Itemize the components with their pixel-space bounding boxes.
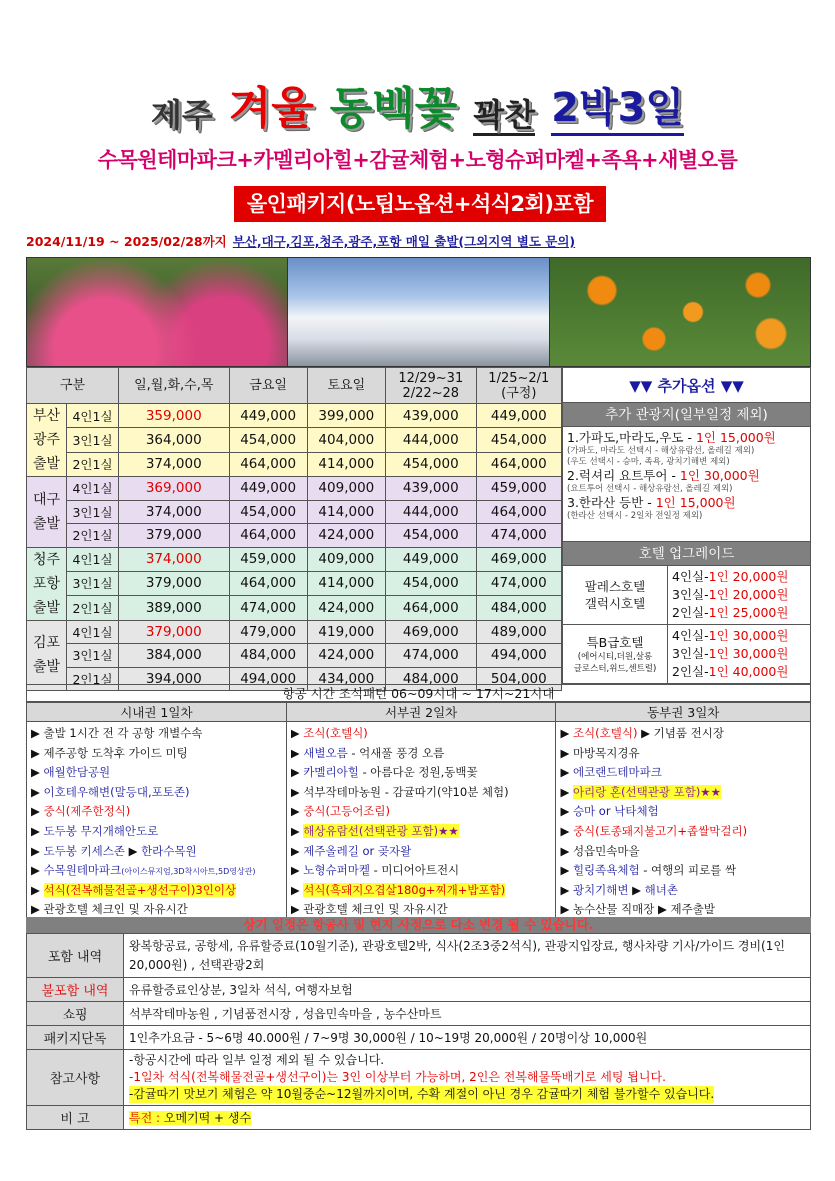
schedule-item (291, 745, 552, 765)
price-cell: 454,000 (385, 524, 476, 548)
bullet-arrow-icon: ▶ (560, 863, 573, 878)
price-cell: 369,000 (119, 477, 230, 501)
exclude-text: 유류할증료인상분, 3일차 석식, 여행자보험 (124, 978, 811, 1002)
schedule-item-text: 도두봉 키세스존 (43, 843, 129, 858)
price-cell: 504,000 (476, 667, 561, 691)
bullet-arrow-icon: ▶ (560, 726, 573, 740)
shopping-text: 석부작테마농원 , 기념품전시장 , 성읍민속마을 , 농수산마트 (124, 1002, 811, 1026)
title-duration: 2박3일 (551, 76, 684, 136)
camellia-path-photo (27, 258, 287, 366)
price-cell: 454,000 (476, 428, 561, 452)
extra-option-price: 1인 15,000원 (655, 495, 736, 510)
hotel-price-line (672, 663, 806, 681)
hotel-name: 특B급호텔 (586, 634, 644, 650)
price-cell: 469,000 (476, 547, 561, 571)
reference-label: 참고사항 (27, 1050, 124, 1106)
hotel-price-line (672, 586, 806, 604)
bullet-arrow-icon: ▶ (290, 863, 304, 878)
schedule-item (291, 764, 552, 784)
bullet-arrow-icon: ▶ (560, 804, 573, 819)
price-room-type: 3인1실 (67, 644, 119, 668)
price-cell: 474,000 (476, 524, 561, 548)
info-table (26, 933, 811, 1130)
schedule-item-text: 석식(흑돼지오겹살180g+찌개+밥포함) (303, 882, 506, 897)
schedule-item (560, 862, 806, 882)
schedule-item-text: ▶ (632, 882, 645, 897)
bullet-arrow-icon: ▶ (560, 823, 573, 838)
bullet-arrow-icon: ▶ (31, 804, 44, 819)
photo-strip (26, 257, 811, 367)
title-winter: 겨울 (228, 83, 314, 134)
schedule-header-day1: 시내권 1일차 (27, 703, 287, 722)
schedule-item-text: 아리랑 혼(선택관광 포함)★★ (572, 784, 721, 799)
price-cell: 439,000 (385, 404, 476, 428)
schedule-item-text: 석식(전복해물전골+생선구이)3인이상 (43, 882, 237, 897)
price-room-type: 2인1실 (67, 667, 119, 691)
exclude-label: 불포함 내역 (27, 978, 124, 1002)
schedule-item-text: 이호테우해변(말등대,포토존) (43, 784, 190, 799)
title-full: 꽉찬 (473, 96, 536, 134)
hotel-names (563, 625, 668, 683)
remark-label: 비 고 (27, 1106, 124, 1130)
price-cell: 449,000 (476, 404, 561, 428)
reference-cell (124, 1050, 811, 1106)
price-header-5: 1/25~2/1 (구정) (476, 368, 561, 404)
schedule-item-text: 힐링족욕체험 (572, 863, 640, 878)
schedule-item (560, 764, 806, 784)
price-room-type: 2인1실 (67, 452, 119, 476)
hotel-room: 3인실- (672, 646, 709, 661)
hotel-amount: 1인 30,000원 (708, 628, 789, 643)
price-cell: 444,000 (385, 500, 476, 524)
price-cell: 474,000 (476, 571, 561, 595)
schedule-item (31, 784, 282, 804)
schedule-item (291, 725, 552, 745)
price-room-type: 4인1실 (67, 547, 119, 571)
schedule-item-text: 해녀촌 (644, 882, 678, 897)
schedule-item-text: (아이스뮤지엄,3D착시아트,5D영상관) (121, 867, 256, 877)
schedule-item (560, 725, 806, 745)
price-room-type: 4인1실 (67, 477, 119, 501)
price-cell: 404,000 (307, 428, 385, 452)
price-cell: 374,000 (119, 452, 230, 476)
schedule-item-text: - 미디어아트전시 (369, 863, 460, 878)
schedule-item (291, 882, 552, 902)
remark-text: 오메기떡 + 생수 (163, 1111, 252, 1125)
price-cell: 434,000 (307, 667, 385, 691)
price-cell: 454,000 (229, 500, 307, 524)
schedule-item-text: 출발 1시간 전 각 공항 개별수속 (43, 726, 203, 740)
schedule-item (291, 784, 552, 804)
price-table (26, 367, 562, 691)
schedule-item-text: 제주올레길 or 곶자왈 (303, 843, 412, 858)
bullet-arrow-icon: ▶ (290, 765, 304, 780)
schedule-item-text: 노형슈퍼마켙 (303, 863, 370, 878)
bullet-arrow-icon: ▶ (560, 902, 573, 917)
itinerary-subtitle: 수목원테마파크+카멜리아힐+감귤체험+노형슈퍼마켙+족욕+새별오름 (97, 148, 738, 172)
schedule-item-text: 관광호텔 체크인 및 자유시간 (43, 902, 188, 917)
remark-benefit-label: 특전 : (129, 1111, 164, 1125)
extra-sights-list (562, 427, 811, 542)
schedule-item (31, 843, 282, 863)
schedule-day2 (286, 722, 556, 925)
hotel-price-line (672, 627, 806, 645)
hotel-room: 2인실- (672, 605, 709, 620)
price-room-type: 3인1실 (67, 500, 119, 524)
bullet-arrow-icon: ▶ (290, 726, 304, 740)
hotel-room: 4인실- (672, 628, 709, 643)
schedule-item (560, 823, 806, 843)
price-cell: 464,000 (229, 452, 307, 476)
price-cell: 454,000 (229, 428, 307, 452)
hotel-names (563, 566, 668, 624)
single-text: 1인추가요금 - 5~6명 40.000원 / 7~9명 30,000원 / 10~19명 20,000원 / 20명이상 10,000원 (124, 1026, 811, 1050)
price-city-2: 청주 포항 출발 (27, 547, 67, 620)
package-banner: 올인패키지(노팁노옵션+석식2회)포함 (234, 186, 606, 222)
schedule-item-text: 중식(토종돼지불고기+좁쌀막걸리) (572, 823, 748, 838)
price-cell: 439,000 (385, 477, 476, 501)
price-cell: 474,000 (229, 596, 307, 620)
price-cell: 409,000 (307, 547, 385, 571)
price-cell: 379,000 (119, 620, 230, 644)
price-cell: 419,000 (307, 620, 385, 644)
hotel-room: 4인실- (672, 569, 709, 584)
single-label: 패키지단독 (27, 1026, 124, 1050)
schedule-item (31, 803, 282, 823)
hotel-room: 2인실- (672, 664, 709, 679)
bullet-arrow-icon: ▶ (31, 823, 44, 838)
schedule-item-text: 한라수목원 (141, 843, 197, 858)
extra-option-3 (567, 495, 806, 511)
bullet-arrow-icon: ▶ (31, 882, 44, 897)
price-cell: 364,000 (119, 428, 230, 452)
include-label: 포함 내역 (27, 934, 124, 978)
bullet-arrow-icon: ▶ (560, 765, 573, 780)
schedule-item-text: 중식(고등어조림) (303, 804, 391, 819)
bullet-arrow-icon: ▶ (290, 823, 304, 838)
date-departure-line (26, 232, 575, 250)
schedule-item (31, 823, 282, 843)
price-cell: 449,000 (229, 404, 307, 428)
extra-sights-title: 추가 관광지(일부일정 제외) (562, 403, 811, 427)
schedule-item (31, 764, 282, 784)
price-cell: 379,000 (119, 524, 230, 548)
price-city-3: 김포 출발 (27, 620, 67, 691)
price-cell: 394,000 (119, 667, 230, 691)
bullet-arrow-icon: ▶ (31, 745, 44, 760)
hotel-prices (668, 625, 810, 683)
price-cell: 464,000 (476, 500, 561, 524)
price-cell: 374,000 (119, 547, 230, 571)
extra-option-name: 3.한라산 등반 - (567, 495, 656, 510)
price-cell: 409,000 (307, 477, 385, 501)
title-jeju: 제주 (150, 96, 213, 134)
price-cell: 464,000 (476, 452, 561, 476)
bullet-arrow-icon: ▶ (31, 902, 44, 917)
schedule-item-text: 수목원테마파크 (43, 863, 122, 878)
hotel-price-line (672, 568, 806, 586)
price-cell: 459,000 (476, 477, 561, 501)
price-header-2: 금요일 (229, 368, 307, 404)
bullet-arrow-icon: ▶ (560, 784, 573, 799)
schedule-item (560, 882, 806, 902)
change-notice: 상기 일정은 항공사 및 현지 사정으로 다소 변경 될 수 있습니다. (26, 917, 811, 933)
date-range: 2024/11/19 ~ 2025/02/28까지 (26, 234, 227, 249)
bullet-arrow-icon: ▶ (31, 843, 44, 858)
schedule-item-text: 새별오름 (303, 745, 348, 760)
price-cell: 454,000 (385, 452, 476, 476)
extra-options-header: ▼▼ 추가옵션 ▼▼ (562, 367, 811, 403)
schedule-item (31, 862, 282, 882)
extra-option-price: 1인 15,000원 (695, 430, 776, 445)
price-cell: 459,000 (229, 547, 307, 571)
price-room-type: 4인1실 (67, 620, 119, 644)
price-cell: 389,000 (119, 596, 230, 620)
hotel-name: 갤럭시호텔 (584, 596, 646, 611)
snow-landscape-photo (287, 258, 549, 366)
price-room-type: 2인1실 (67, 596, 119, 620)
price-cell: 424,000 (307, 596, 385, 620)
schedule-item-text: 조식(호텔식) (572, 726, 638, 740)
price-cell: 479,000 (229, 620, 307, 644)
price-cell: 424,000 (307, 644, 385, 668)
extra-option-note: (우도 선택시 - 승마, 족욕, 광치기해변 제외) (567, 457, 730, 467)
price-header-1: 일,월,화,수,목 (119, 368, 230, 404)
departure-cities: 부산,대구,김포,청주,광주,포항 매일 출발(그외지역 별도 문의) (232, 234, 576, 249)
schedule-item (291, 803, 552, 823)
schedule-item-text: 농수산물 직매장 ▶ 제주출발 (572, 902, 715, 917)
price-cell: 484,000 (229, 644, 307, 668)
bullet-arrow-icon: ▶ (31, 863, 44, 878)
price-header-4: 12/29~31 2/22~28 (385, 368, 476, 404)
price-cell: 494,000 (476, 644, 561, 668)
hotel-amount: 1인 30,000원 (708, 646, 789, 661)
price-cell: 424,000 (307, 524, 385, 548)
schedule-item-text: 도두봉 무지개해안도로 (43, 823, 159, 838)
schedule-item-text: 애월한담공원 (43, 765, 111, 780)
reference-line-3: -감귤따기 맛보기 체험은 약 10월중순~12월까지이며, 수확 계절이 아닌 경우 감귤따기 체험 불가할수 있습니다. (129, 1087, 715, 1101)
price-cell: 414,000 (307, 571, 385, 595)
bullet-arrow-icon: ▶ (560, 745, 573, 760)
bullet-arrow-icon: ▶ (290, 843, 304, 858)
hotel-amount: 1인 40,000원 (708, 664, 789, 679)
schedule-item-text: 중식(제주한정식) (43, 804, 131, 819)
bullet-arrow-icon: ▶ (560, 843, 573, 858)
price-cell: 484,000 (385, 667, 476, 691)
bullet-arrow-icon: ▶ (290, 882, 304, 897)
schedule-item-text: - 억새풀 풍경 오름 (347, 745, 445, 760)
reference-line-1: -항공시간에 따라 일부 일정 제외 될 수 있습니다. (129, 1053, 385, 1067)
hotel-name: (에어시티,더원,살롱 (577, 651, 653, 662)
price-room-type: 3인1실 (67, 571, 119, 595)
hotel-amount: 1인 20,000원 (708, 587, 789, 602)
hotel-row-2 (562, 625, 811, 684)
remark-cell (124, 1106, 811, 1130)
extra-option-note: (가파도, 마라도 선택시 - 해상유람선, 올레길 제외) (567, 446, 755, 456)
extra-option-1 (567, 430, 806, 446)
hotel-row-1 (562, 566, 811, 625)
price-room-type: 2인1실 (67, 524, 119, 548)
schedule-item-text: - 아름다운 정원,동백꽃 (358, 765, 478, 780)
extra-option-name: 1.가파도,마라도,우도 - (567, 430, 696, 445)
hotel-room: 3인실- (672, 587, 709, 602)
schedule-item (560, 745, 806, 765)
reference-line-2: -1일차 석식(전복해물전골+생선구이)는 3인 이상부터 가능하며, 2인은 전복해물뚝배기로 세팅 됩니다. (129, 1070, 666, 1084)
schedule-item (31, 882, 282, 902)
price-cell: 464,000 (229, 571, 307, 595)
schedule-item-text: 조식(호텔식) (303, 726, 368, 740)
price-cell: 444,000 (385, 428, 476, 452)
price-city-1: 대구 출발 (27, 477, 67, 548)
schedule-item-text: 성읍민속마을 (572, 843, 640, 858)
price-city-0: 부산 광주 출발 (27, 404, 67, 477)
bullet-arrow-icon: ▶ (31, 765, 44, 780)
include-text: 왕복항공료, 공항세, 유류할증료(10월기준), 관광호텔2박, 식사(2조3중2석식), 관광지입장료, 행사차량 기사/가이드 경비(1인 20,000원) , 선택관광2회 (124, 934, 811, 978)
page-title (0, 72, 835, 132)
price-cell: 384,000 (119, 644, 230, 668)
price-room-type: 3인1실 (67, 428, 119, 452)
schedule-item-text: 카멜리아힐 (303, 765, 359, 780)
hotel-amount: 1인 25,000원 (708, 605, 789, 620)
price-cell: 484,000 (476, 596, 561, 620)
price-cell: 414,000 (307, 500, 385, 524)
extra-option-note: (한라산 선택시 - 2일차 전일정 제외) (567, 511, 703, 521)
schedule-item-text: - 여행의 피로를 싹 (639, 863, 737, 878)
hotel-name: 글로스터,위드,센트럴) (573, 663, 657, 674)
bullet-arrow-icon: ▶ (31, 784, 44, 799)
schedule-day3 (556, 722, 811, 925)
hotel-name: 팔레스호텔 (584, 579, 646, 594)
price-cell: 399,000 (307, 404, 385, 428)
extra-option-2 (567, 468, 806, 484)
price-header-3: 토요일 (307, 368, 385, 404)
extra-option-price: 1인 30,000원 (679, 468, 760, 483)
price-cell: 494,000 (229, 667, 307, 691)
schedule-item (291, 843, 552, 863)
price-cell: 469,000 (385, 620, 476, 644)
schedule-item (560, 784, 806, 804)
hotel-price-line (672, 604, 806, 622)
schedule-item (560, 843, 806, 863)
price-cell: 449,000 (385, 547, 476, 571)
schedule-item (560, 803, 806, 823)
tangerine-tree-photo (550, 258, 810, 366)
hotel-upgrade-title: 호텔 업그레이드 (562, 542, 811, 566)
price-cell: 359,000 (119, 404, 230, 428)
extra-option-name: 2.럭셔리 요트투어 - (567, 468, 680, 483)
price-cell: 489,000 (476, 620, 561, 644)
price-room-type: 4인1실 (67, 404, 119, 428)
price-header-0: 구분 (27, 368, 119, 404)
price-cell: 454,000 (385, 571, 476, 595)
hotel-price-line (672, 645, 806, 663)
schedule-table (26, 702, 811, 925)
flight-time-band: 항공 시간 조석패턴 06~09시대 ~ 17시~21시대 (26, 684, 811, 702)
bullet-arrow-icon: ▶ (31, 726, 44, 740)
schedule-item (31, 725, 282, 745)
schedule-item-text: 광치기해변 (572, 882, 633, 897)
price-cell: 474,000 (385, 644, 476, 668)
price-cell: 414,000 (307, 452, 385, 476)
schedule-header-day3: 동부권 3일차 (556, 703, 811, 722)
bullet-arrow-icon: ▶ (290, 902, 304, 917)
bullet-arrow-icon: ▶ (290, 745, 304, 760)
schedule-item-text: ▶ (128, 843, 142, 858)
schedule-item (31, 745, 282, 765)
extra-options-panel (562, 367, 811, 684)
schedule-item-text: 제주공항 도착후 가이드 미팅 (43, 745, 188, 760)
schedule-item (291, 823, 552, 843)
schedule-item-text: 마방목지경유 (572, 745, 640, 760)
price-cell: 464,000 (229, 524, 307, 548)
shopping-label: 쇼핑 (27, 1002, 124, 1026)
schedule-item-text: 해상유람선(선택관광 포함)★★ (303, 823, 459, 838)
schedule-item-text: ▶ 기념품 전시장 (637, 726, 724, 740)
bullet-arrow-icon: ▶ (290, 804, 304, 819)
price-cell: 464,000 (385, 596, 476, 620)
price-cell: 374,000 (119, 500, 230, 524)
schedule-item-text: 관광호텔 체크인 및 자유시간 (303, 902, 448, 917)
price-cell: 449,000 (229, 477, 307, 501)
schedule-item (291, 862, 552, 882)
price-cell: 379,000 (119, 571, 230, 595)
bullet-arrow-icon: ▶ (290, 784, 304, 799)
title-camellia: 동백꽃 (329, 83, 458, 134)
extra-option-note: (요트투어 선택시 - 해상유람선, 올레길 제외) (567, 484, 733, 494)
bullet-arrow-icon: ▶ (560, 882, 573, 897)
hotel-prices (668, 566, 810, 624)
schedule-item-text: 승마 or 낙타체험 (572, 804, 659, 819)
hotel-amount: 1인 20,000원 (708, 569, 789, 584)
schedule-item-text: 석부작테마농원 - 감귤따기(약10분 체험) (303, 784, 509, 799)
schedule-item-text: 에코랜드테마파크 (572, 765, 662, 780)
hotel-upgrade-list (562, 566, 811, 684)
schedule-header-day2: 서부권 2일차 (286, 703, 556, 722)
schedule-day1 (27, 722, 287, 925)
